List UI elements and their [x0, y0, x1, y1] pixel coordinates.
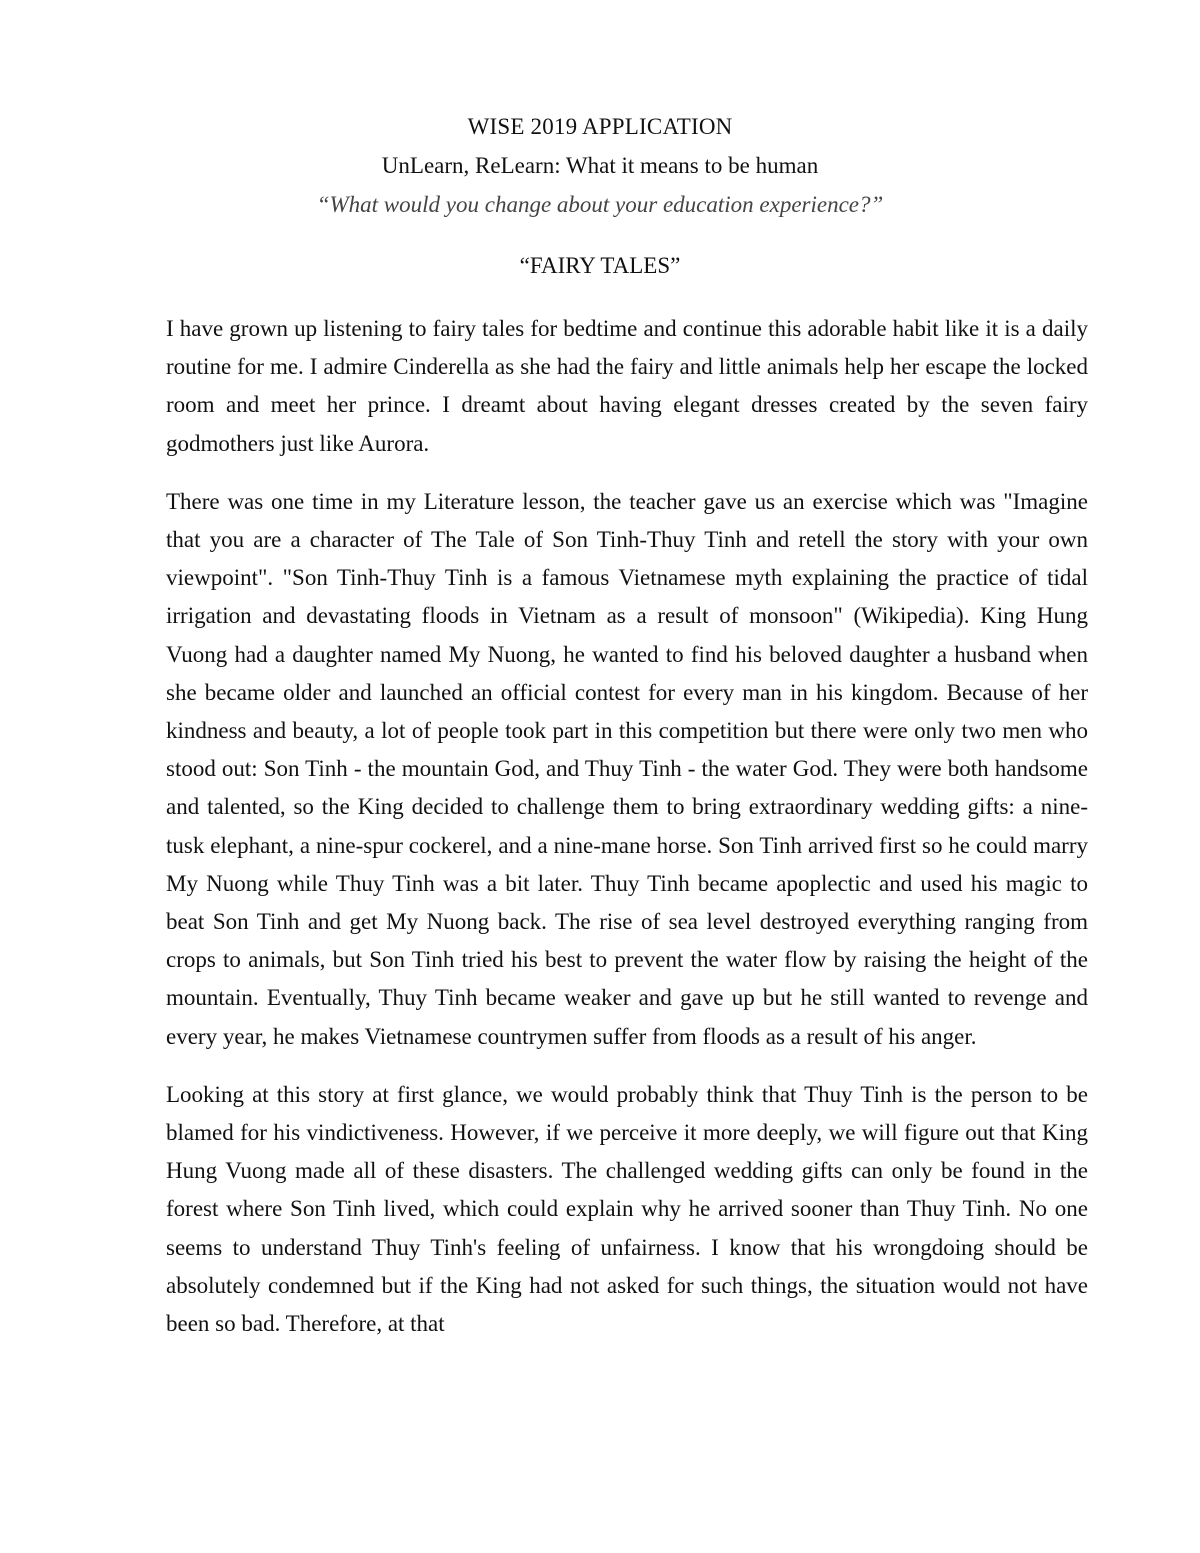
document-subtitle: UnLearn, ReLearn: What it means to be human	[381, 153, 819, 178]
paragraph-2: There was one time in my Literature lesson, the teacher gave us an exercise which was "Imagine that you are a character of The Tale of Son Tinh-Thuy Tinh and retell the story with your own viewpoint". "Son Tinh-Thuy Tinh is a famous Vietnamese myth explaining the practice of tidal irrigation and devastating floods in Vietnam as a result of monsoon" (Wikipedia). King Hung Vuong had a daughter named My Nuong, he wanted to find his beloved daughter a husband when she became older and launched an official contest for every man in his kingdom. Because of her kindness and beauty, a lot of people took part in this competition but there were only two men who stood out: Son Tinh - the mountain God, and Thuy Tinh - the water God. They were both handsome and talented, so the King decided to challenge them to bring extraordinary wedding gifts: a nine-tusk elephant, a nine-spur cockerel, and a nine-mane horse. Son Tinh arrived first so he could marry My Nuong while Thuy Tinh was a bit later. Thuy Tinh became apoplectic and used his magic to beat Son Tinh and get My Nuong back. The rise of sea level destroyed everything ranging from crops to animals, but Son Tinh tried his best to prevent the water flow by raising the height of the mountain. Eventually, Thuy Tinh became weaker and gave up but he still wanted to revenge and every year, he makes Vietnamese countrymen suffer from floods as a result of his anger.	[166, 488, 1088, 1049]
paragraph-1: I have grown up listening to fairy tales for bedtime and continue this adorable habit like it is a daily routine for me. I admire Cinderella as she had the fairy and little animals help her escape the locked room and meet her prince. I dreamt about having elegant dresses created by the seven fairy godmothers just like Aurora.	[166, 316, 1088, 456]
essay-title: “FAIRY TALES”	[519, 253, 681, 278]
document-title: WISE 2019 APPLICATION	[467, 114, 733, 139]
prompt-question: “What would you change about your education experience?”	[316, 192, 884, 217]
essay-body	[166, 310, 1088, 1343]
paragraph-3: Looking at this story at first glance, we would probably think that Thuy Tinh is the person to be blamed for his vindictiveness. However, if we perceive it more deeply, we will figure out that King Hung Vuong made all of these disasters. The challenged wedding gifts can only be found in the forest where Son Tinh lived, which could explain why he arrived sooner than Thuy Tinh. No one seems to understand Thuy Tinh's feeling of unfairness. I know that his wrongdoing should be absolutely condemned but if the King had not asked for such things, the situation would not have been so bad. Therefore, at that	[166, 1081, 1088, 1337]
